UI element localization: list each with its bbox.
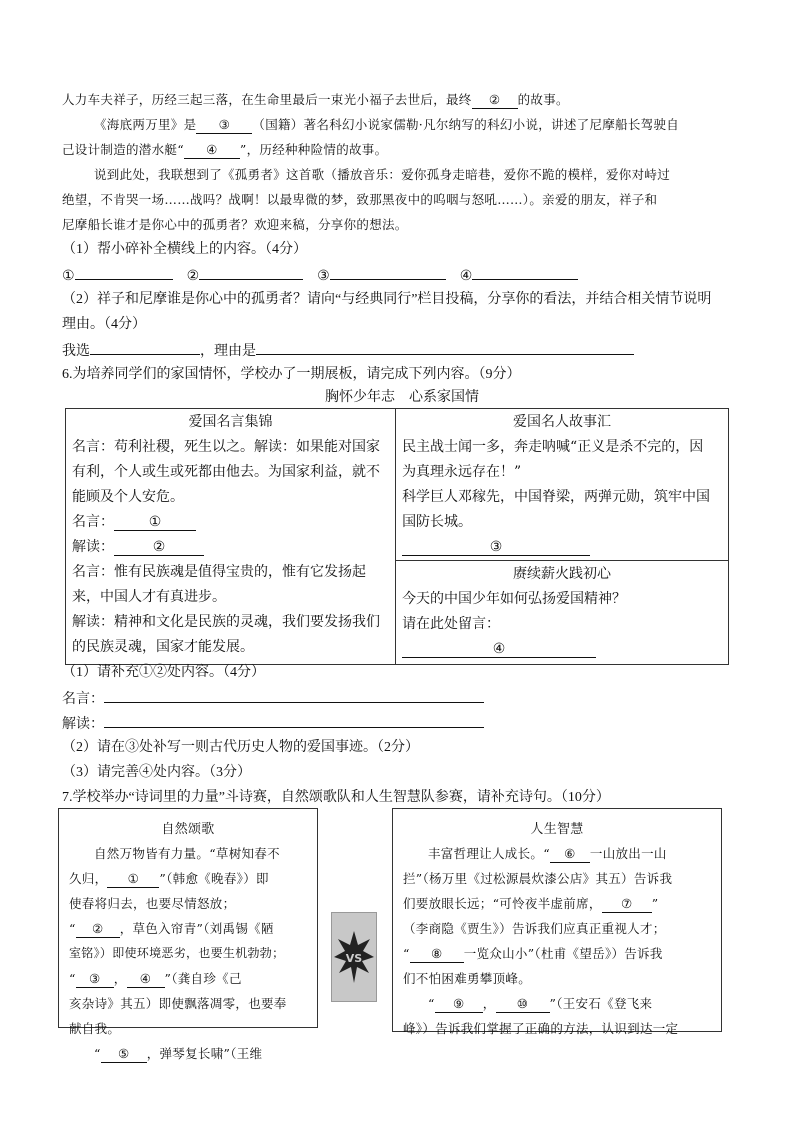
ans-quote-line[interactable] bbox=[104, 688, 484, 703]
right-head-2: 赓续薪火践初心 bbox=[396, 560, 728, 587]
blank-q6-2[interactable]: ② bbox=[114, 539, 204, 556]
choose-line[interactable] bbox=[90, 340, 200, 355]
left-line-1: 名言：苟利社稷，死生以之。解读：如果能对国家 bbox=[72, 439, 380, 455]
blank-4: ④ bbox=[184, 142, 240, 159]
left-line-2: 有利，个人或生或死都由他去。为国家利益，就不 bbox=[72, 464, 380, 480]
right-line-2: 为真理永远存在！” bbox=[402, 464, 522, 480]
left-line-3: 能顾及个人安危。 bbox=[72, 489, 184, 505]
passage-line-3: 己设计制造的潜水艇“ ④ ”，历经种种险情的故事。 bbox=[62, 142, 388, 157]
blank-q7-9[interactable]: ⑨ bbox=[435, 996, 483, 1013]
right-line-3: 科学巨人邓稼先，中国脊梁，两弹元勋，筑牢中国 bbox=[402, 489, 711, 505]
left-line-4: 名言： ① bbox=[72, 510, 389, 535]
blank-q7-6[interactable]: ⑥ bbox=[550, 846, 590, 863]
blank-q7-5[interactable]: ⑤ bbox=[101, 1046, 147, 1063]
blank-q7-4[interactable]: ④ bbox=[127, 971, 165, 988]
q5-sub2-line2: 理由。（4分） bbox=[62, 317, 146, 332]
right-line-4: 国防长城。 bbox=[402, 514, 473, 530]
left-line-6: 名言：惟有民族魂是值得宝贵的，惟有它发扬起 bbox=[72, 564, 366, 580]
left-line-5: 解读： ② bbox=[72, 535, 389, 560]
blank-q7-3[interactable]: ③ bbox=[76, 971, 114, 988]
wisdom-line-4: （李商隐《贾生》）告诉我们应真正重视人才； bbox=[403, 921, 666, 936]
q5-sub2-line1: （2）祥子和尼摩谁是你心中的孤勇者？请向“与经典同行”栏目投稿，分享你的看法，并结合相关情节说明 bbox=[62, 292, 712, 307]
q5-sub1: （1）帮小碎补全横线上的内容。（4分） bbox=[62, 242, 307, 257]
nature-line-5: 室铭》）即使环境恶劣，也要生机勃勃； bbox=[69, 946, 285, 960]
nature-line-2: 久归， ① ”（韩愈《晚春》）即 bbox=[69, 871, 269, 886]
right-line-7: 请在此处留言： bbox=[402, 616, 501, 632]
nature-line-7: 亥杂诗》其五）即使飘落凋零，也要奉 bbox=[69, 996, 287, 1011]
blank-q6-4[interactable]: ④ bbox=[402, 641, 596, 658]
q6-sub2: （2）请在③处补写一则古代历史人物的爱国事迹。（2分） bbox=[62, 740, 419, 755]
nature-line-8: 献自我。 bbox=[69, 1021, 121, 1036]
answer-line-1[interactable] bbox=[75, 265, 173, 280]
left-line-9: 的民族灵魂，国家才能发展。 bbox=[72, 639, 254, 655]
right-line-8 bbox=[402, 637, 722, 664]
answer-line-2[interactable] bbox=[199, 265, 303, 280]
vs-emblem bbox=[331, 912, 377, 1002]
blank-2: ② bbox=[472, 92, 518, 109]
blank-q6-3[interactable]: ③ bbox=[402, 539, 590, 556]
right-line-5 bbox=[402, 535, 722, 560]
wisdom-line-8: 峰》）告诉我们掌握了正确的方法，认识到达一定 bbox=[403, 1021, 679, 1036]
nature-title: 自然颂歌 bbox=[161, 822, 215, 837]
board-left bbox=[66, 409, 396, 665]
blank-q7-8[interactable]: ⑧ bbox=[410, 946, 464, 963]
passage-line-2: 《海底两万里》是 ③ （国籍）著名科幻小说家儒勒·凡尔纳写的科幻小说，讲述了尼摩船长驾驶自 bbox=[94, 117, 680, 132]
nature-line-9: “ ⑤ ，弹琴复长啸”（王维 bbox=[94, 1046, 263, 1061]
board-title: 胸怀少年志 心系家国情 bbox=[325, 390, 479, 405]
left-body bbox=[66, 435, 395, 662]
q6-sub3: （3）请完善④处内容。（3分） bbox=[62, 765, 251, 780]
q5-answer-blanks: ① ② ③ ④ bbox=[62, 265, 578, 287]
passage-line-4: 说到此处，我联想到了《孤勇者》这首歌（播放音乐：爱你孤身走暗巷，爱你不跪的模样，爱你对峙过 bbox=[94, 167, 671, 182]
q6-sub1: （1）请补充①②处内容。（4分） bbox=[62, 665, 265, 680]
q6-ans-quote: 名言： bbox=[62, 688, 484, 710]
nature-line-3: 使春将归去，也要尽情怒放； bbox=[69, 896, 236, 911]
ans-interp-line[interactable] bbox=[104, 713, 484, 728]
nature-line-1: 自然万物皆有力量。“草树知春不 bbox=[94, 846, 280, 861]
vs-text: VS bbox=[345, 952, 363, 965]
blank-q6-1[interactable]: ① bbox=[114, 514, 196, 531]
q6-ans-interp: 解读： bbox=[62, 713, 484, 735]
right-head: 爱国名人故事汇 bbox=[513, 414, 612, 430]
q6-title: 6.为培养同学们的家国情怀，学校办了一期展板，请完成下列内容。（9分） bbox=[62, 367, 521, 382]
wisdom-line-1: 丰富哲理让人成长。“ ⑥ 一山放出一山 bbox=[428, 846, 667, 861]
q5-choose-row: 我选 ，理由是 bbox=[62, 340, 634, 362]
wisdom-line-2: 拦”（杨万里《过松源晨炊漆公店》其五）告诉我 bbox=[403, 871, 673, 886]
passage-line-1: 人力车夫祥子，历经三起三落，在生命里最后一束光小福子去世后，最终 ② 的故事。 bbox=[62, 92, 569, 107]
left-line-7: 来，中国人才有真进步。 bbox=[72, 589, 226, 605]
blank-q7-7[interactable]: ⑦ bbox=[602, 896, 652, 913]
nature-text bbox=[59, 841, 317, 1066]
wisdom-line-6: 们不怕困难勇攀顶峰。 bbox=[403, 971, 532, 986]
blank-3: ③ bbox=[196, 117, 252, 134]
blank-q7-1[interactable]: ① bbox=[107, 871, 159, 888]
reason-line[interactable] bbox=[256, 340, 634, 355]
exhibit-board bbox=[65, 408, 729, 665]
board-right bbox=[396, 409, 729, 665]
left-line-8: 解读：精神和文化是民族的灵魂，我们要发扬我们 bbox=[72, 614, 380, 630]
right-line-6: 今天的中国少年如何弘扬爱国精神？ bbox=[402, 591, 627, 607]
nature-line-6: “ ③ ， ④ ”（龚自珍《己 bbox=[69, 971, 242, 986]
blank-q7-2[interactable]: ② bbox=[76, 921, 120, 938]
wisdom-team-box bbox=[392, 808, 722, 1036]
right-line-1: 民主战士闻一多，奔走呐喊“正义是杀不完的，因 bbox=[402, 439, 704, 455]
right-body bbox=[396, 435, 728, 560]
wisdom-text bbox=[393, 841, 721, 1041]
q7-title: 7.学校举办“诗词里的力量”斗诗赛，自然颂歌队和人生智慧队参赛，请补充诗句。（10分） bbox=[62, 790, 610, 805]
passage-line-5: 绝望，不肯哭一场……战吗？战啊！以最卑微的梦，致那黑夜中的呜咽与怒吼……）。亲爱的朋友，祥子和 bbox=[62, 192, 658, 207]
wisdom-line-7: “ ⑨ ， ⑩ ”（王安石《登飞来 bbox=[428, 996, 653, 1011]
wisdom-title: 人生智慧 bbox=[530, 822, 584, 837]
vs-burst-icon bbox=[332, 913, 376, 1001]
answer-line-3[interactable] bbox=[330, 265, 446, 280]
blank-q7-10[interactable]: ⑩ bbox=[496, 996, 550, 1013]
nature-line-4: “ ② ，草色入帘青”（刘禹锡《陋 bbox=[69, 921, 274, 936]
wisdom-line-3: 们要放眼长远；“可怜夜半虚前席， ⑦ ” bbox=[403, 896, 659, 911]
wisdom-line-5: “ ⑧ 一览众山小”（杜甫《望岳》）告诉我 bbox=[403, 946, 663, 961]
left-head: 爱国名言集锦 bbox=[188, 414, 273, 430]
right-body-2 bbox=[396, 587, 728, 664]
answer-line-4[interactable] bbox=[472, 265, 578, 280]
nature-team-box bbox=[58, 808, 318, 1061]
passage-line-6: 尼摩船长谁才是你心中的孤勇者？欢迎来稿，分享你的想法。 bbox=[62, 217, 408, 232]
